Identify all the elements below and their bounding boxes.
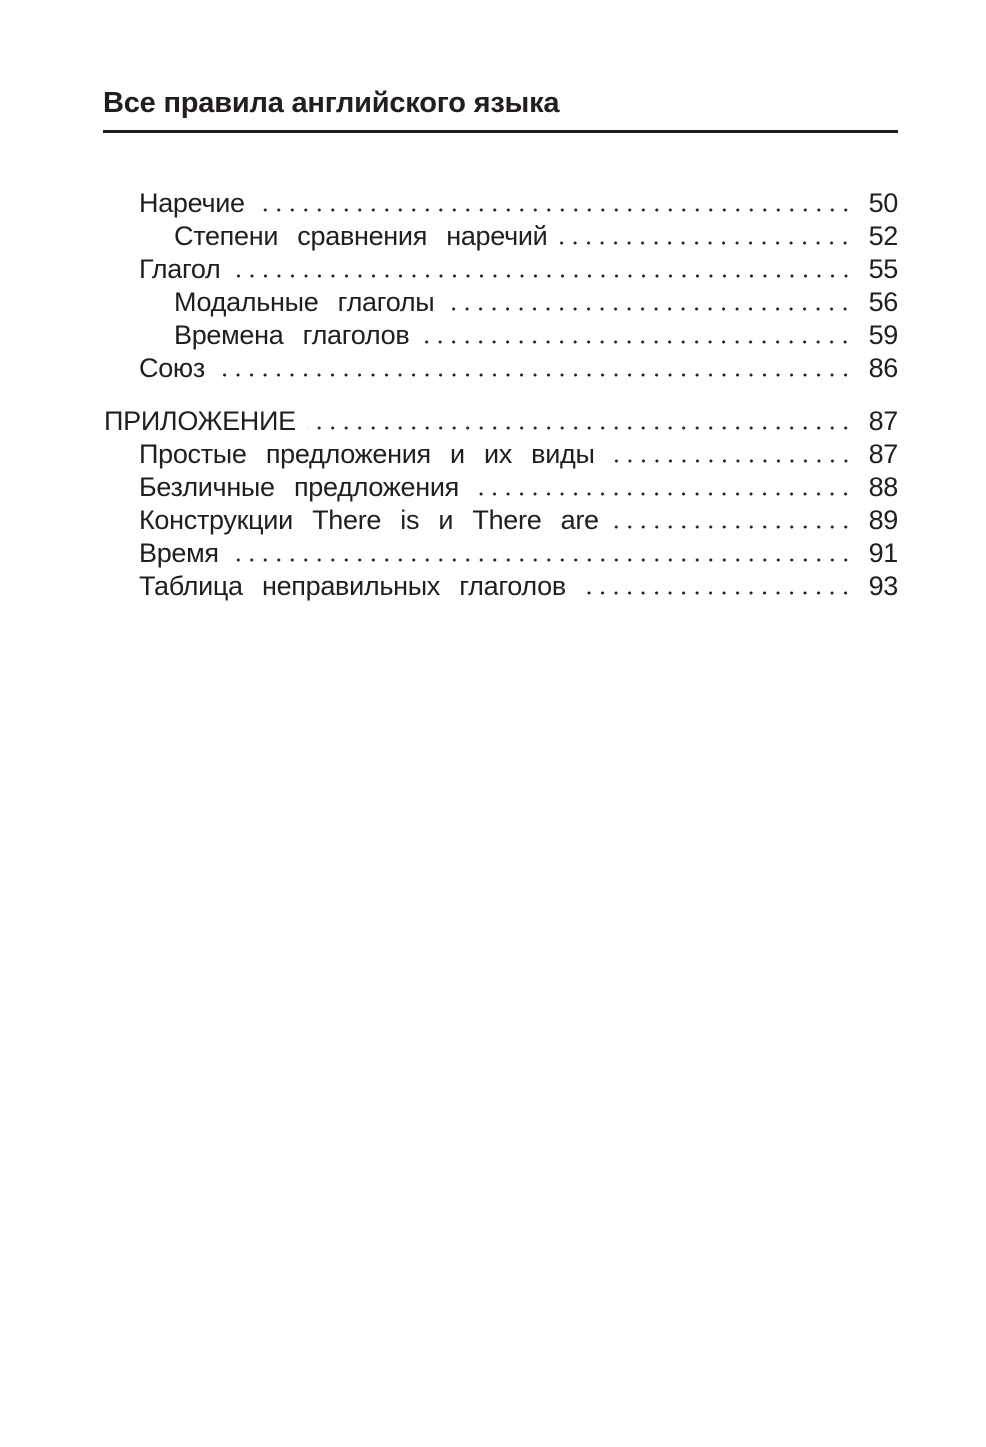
toc-entry-label: Времена глаголов	[174, 320, 410, 350]
page-content	[103, 86, 898, 603]
toc-dot-leader	[230, 558, 857, 562]
toc-entry	[103, 319, 898, 352]
toc-entry-page: 52	[868, 221, 898, 251]
toc-entry-page: 87	[868, 406, 898, 436]
toc-entry-label: Время	[139, 538, 219, 568]
toc-entry-page: 91	[868, 538, 898, 568]
toc-entry-label: Степени сравнения наречий	[174, 221, 548, 251]
toc-dot-leader	[577, 591, 857, 595]
toc-entry-label: ПРИЛОЖЕНИЕ	[104, 406, 296, 436]
toc-entry-label: Глагол	[139, 254, 221, 284]
toc-dot-leader	[606, 459, 857, 463]
toc-entry-label: Безличные предложения	[139, 472, 459, 502]
toc-entry-label: Простые предложения и их виды	[139, 439, 595, 469]
page-title: Все правила английского языка	[103, 87, 560, 119]
toc-entry	[103, 187, 898, 220]
toc-entry	[103, 471, 898, 504]
toc-entry-page: 55	[868, 254, 898, 284]
toc-dot-leader	[420, 340, 857, 344]
toc-entry-page: 50	[868, 188, 898, 218]
toc-entry-page: 88	[868, 472, 898, 502]
toc-dot-leader	[610, 525, 857, 529]
toc-entry-page: 86	[868, 353, 898, 383]
toc-entry-page: 89	[868, 505, 898, 535]
toc-dot-leader	[256, 208, 857, 212]
toc-dot-leader	[232, 274, 857, 278]
toc-entry	[103, 537, 898, 570]
toc-entry	[103, 352, 898, 385]
toc-entry	[103, 286, 898, 319]
toc-entry	[103, 253, 898, 286]
toc-entry	[103, 570, 898, 603]
toc-entry-page: 56	[868, 287, 898, 317]
toc-entry	[103, 405, 898, 438]
toc-entry-label: Союз	[139, 353, 205, 383]
toc-list	[103, 187, 898, 603]
toc-entry	[103, 504, 898, 537]
toc-dot-leader	[216, 373, 857, 377]
toc-dot-leader	[470, 492, 857, 496]
toc-entry-label: Модальные глаголы	[174, 287, 435, 317]
toc-entry-page: 93	[868, 571, 898, 601]
toc-entry	[103, 220, 898, 253]
header-rule	[103, 130, 898, 133]
toc-entry-label: Конструкции There is и There are	[139, 505, 599, 535]
toc-entry-page: 87	[868, 439, 898, 469]
toc-entry-label: Наречие	[139, 188, 245, 218]
toc-entry	[103, 438, 898, 471]
toc-dot-leader	[558, 241, 857, 245]
toc-dot-leader	[445, 307, 857, 311]
toc-entry-page: 59	[868, 320, 898, 350]
toc-entry-label: Таблица неправильных глаголов	[139, 571, 566, 601]
toc-dot-leader	[307, 426, 857, 430]
